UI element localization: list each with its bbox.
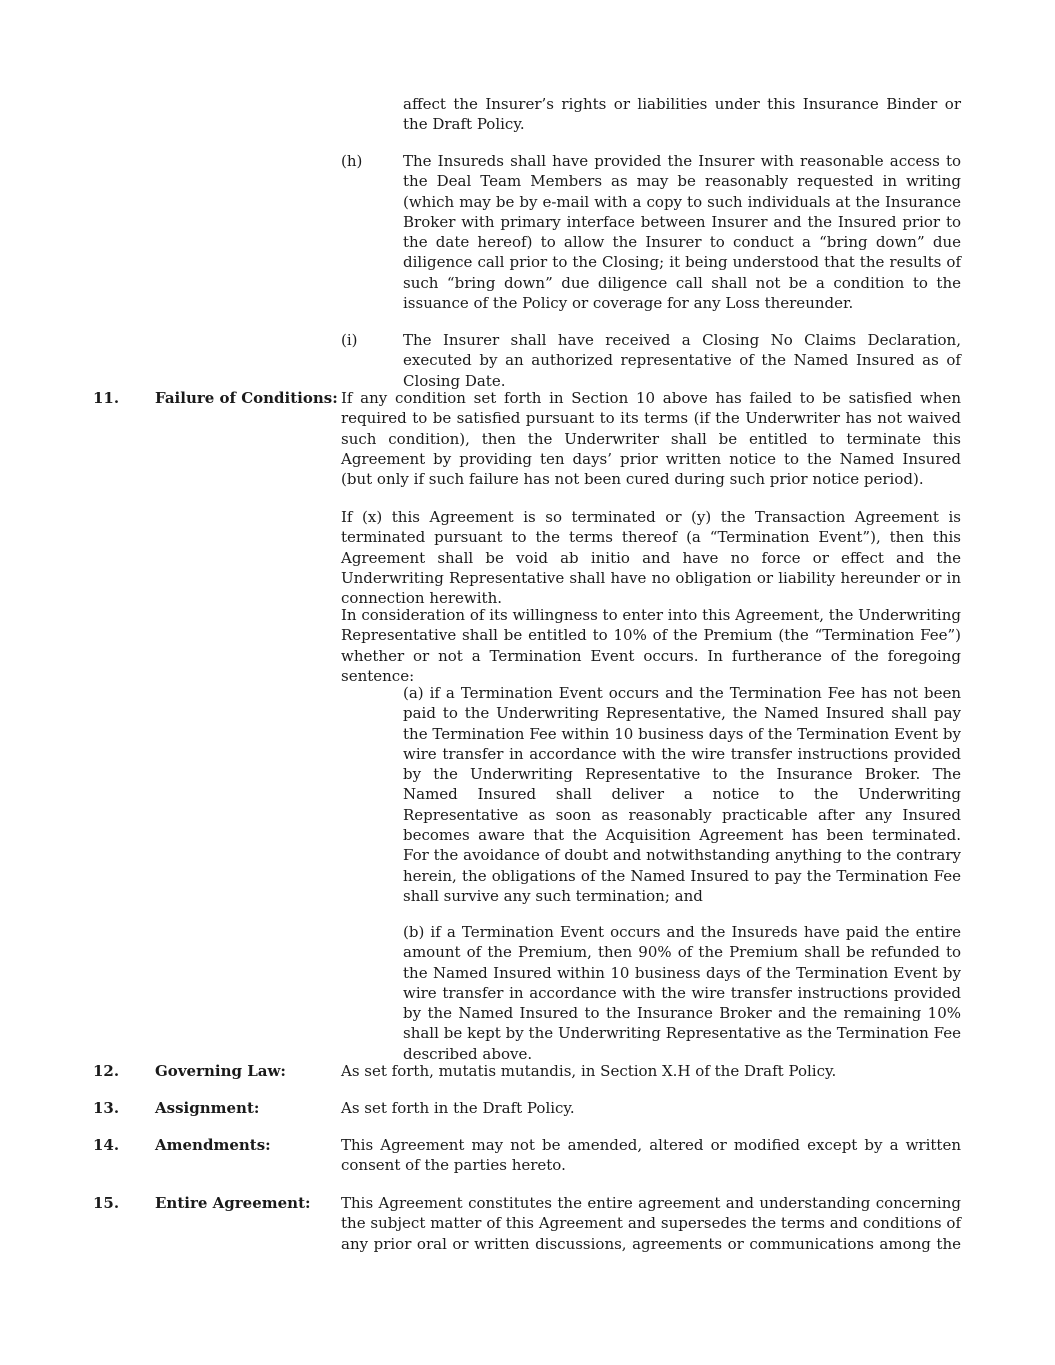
section-number-12: 12. <box>93 1062 120 1080</box>
section-11-subparagraph-a: (a) if a Termination Event occurs and the Termination Fee has not been paid to the Underwriting Representative, the Named Insured shall pay the Termination Fee within 10 business days of the Termination Event by wire transfer in accordance with the wire transfer instructions provided by the Underwriting Representative to the Insurance Broker. The Named Insured shall deliver a notice to the Underwriting Representative as soon as reasonably practicable after any Insured becomes aware that the Acquisition Agreement has been terminated. For the avoidance of doubt and notwithstanding anything to the contrary herein, the obligations of the Named Insured to pay the Termination Fee shall survive any such termination; and <box>403 684 961 905</box>
section-14-text: This Agreement may not be amended, altered or modified except by a written consent of the parties hereto. <box>341 1136 961 1175</box>
section-title-amendments: Amendments: <box>155 1136 271 1154</box>
section-title-assignment: Assignment: <box>155 1099 260 1117</box>
section-number-13: 13. <box>93 1099 120 1117</box>
condition-text-i: The Insurer shall have received a Closing No Claims Declaration, executed by an authorized representative of the Named Insured as of Closing Date. <box>403 331 961 390</box>
section-title-failure-of-conditions: Failure of Conditions: <box>155 389 338 407</box>
section-number-11: 11. <box>93 389 120 407</box>
section-title-governing-law: Governing Law: <box>155 1062 286 1080</box>
section-11-paragraph-3: In consideration of its willingness to enter into this Agreement, the Underwriting Representative shall be entitled to 10% of the Premium (the “Termination Fee”) whether or not a Termination Event occurs. In furtherance of the foregoing sentence: <box>341 606 961 685</box>
condition-label-h: (h) <box>341 152 363 170</box>
section-11-subparagraph-b: (b) if a Termination Event occurs and the Insureds have paid the entire amount of the Premium, then 90% of the Premium shall be refunded to the Named Insured within 10 business days of the Termination Event by wire transfer in accordance with the wire transfer instructions provided by the Named Insured to the Insurance Broker and the remaining 10% shall be kept by the Underwriting Representative as the Termination Fee described above. <box>403 923 961 1063</box>
condition-text-h: The Insureds shall have provided the Insurer with reasonable access to the Deal Team Members as may be reasonably requested in writing (which may be by e-mail with a copy to such individuals at the Insurance Broker with primary interface between Insurer and the Insured prior to the date hereof) to allow the Insurer to conduct a “bring down” due diligence call prior to the Closing; it being understood that the results of such “bring down” due diligence call shall not be a condition to the issuance of the Policy or coverage for any Loss thereunder. <box>403 152 961 313</box>
condition-label-i: (i) <box>341 331 358 349</box>
continued-paragraph: affect the Insurer’s rights or liabilities under this Insurance Binder or the Draft Policy. <box>403 95 961 134</box>
section-12-text: As set forth, mutatis mutandis, in Section X.H of the Draft Policy. <box>341 1062 837 1080</box>
section-number-15: 15. <box>93 1194 120 1212</box>
section-11-paragraph-2: If (x) this Agreement is so terminated or (y) the Transaction Agreement is terminated pursuant to the terms thereof (a “Termination Event”), then this Agreement shall be void ab initio and have no force or effect and the Underwriting Representative shall have no obligation or liability hereunder or in connection herewith. <box>341 508 961 608</box>
section-number-14: 14. <box>93 1136 120 1154</box>
section-13-text: As set forth in the Draft Policy. <box>341 1099 575 1117</box>
section-15-text: This Agreement constitutes the entire agreement and understanding concerning the subject matter of this Agreement and supersedes the terms and conditions of any prior oral or written discussions, agreements or communications among the <box>341 1194 961 1253</box>
section-title-entire-agreement: Entire Agreement: <box>155 1194 311 1212</box>
section-11-paragraph-1: If any condition set forth in Section 10 above has failed to be satisfied when required to be satisfied pursuant to its terms (if the Underwriter has not waived such condition), then the Underwriter shall be entitled to terminate this Agreement by providing ten days’ prior written notice to the Named Insured (but only if such failure has not been cured during such prior notice period). <box>341 389 961 489</box>
